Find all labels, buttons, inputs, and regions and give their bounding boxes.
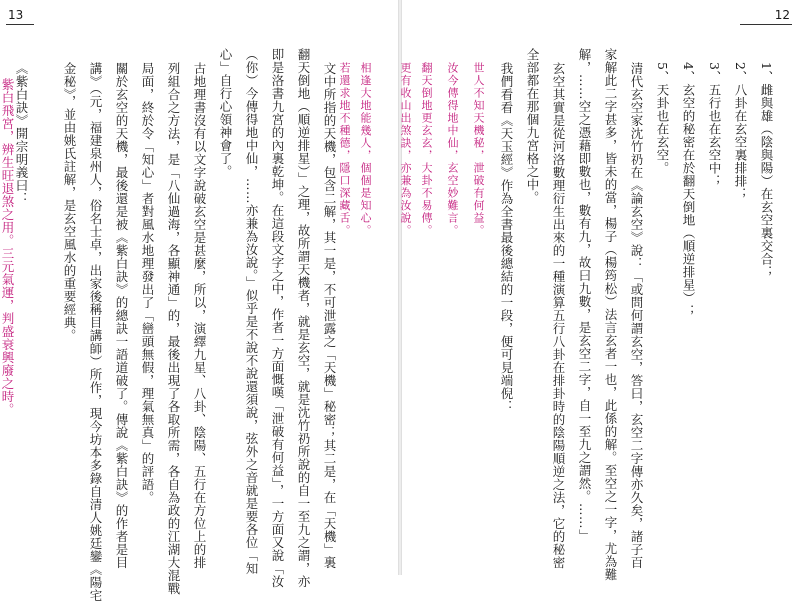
verse-line: 相逢大地能幾人，個個是知心。 [359,62,372,237]
text-column: 列組合之方法，是「八仙過海，各顯神通」的，最後出現了各取所需，各自為政的江湖大混戰 [166,62,181,595]
text-column: 我們看看《天玉經》作為全書最後總結的一段，便可見端倪： [499,62,514,413]
text-column: 局面，終於令「知心」者對風水地理發出了「巒頭無假，理氣無真」的評語。 [140,62,155,504]
text-column: 2、八卦在玄空裏排排； [733,62,748,201]
verse-line: 更有收山出煞訣，亦兼為汝說。 [399,62,412,237]
text-column: 玄空其實是從河洛數理衍生出來的一種演算五行八卦在排卦時的陰陽順逆之法，它的秘密 [551,62,566,569]
text-column: 文中所指的天機，包含二解，其一是，不可泄露之「天機」秘密；其二是，在「天機」裏 [322,62,337,569]
text-column: 全部都在那個九宮格之中。 [525,48,540,204]
page-number: 13 [8,8,24,22]
header-rule [740,24,792,25]
text-column: 解，……空之憑藉即數也，數有九，故曰九數，是玄空二字，自一至九之謂然。……」 [577,48,592,542]
header-rule [6,24,34,25]
verse-line: 汝今傳得地中仙，玄空妙難言。 [446,62,459,237]
text-column: 即是洛書九宮的內裏乾坤。在這段文字之中，作者一方面慨嘆「泄破有何益」，一方面又說「汝 [270,48,285,588]
text-column: 古地理書沒有以文字說破玄空是甚麼，所以，演繹九星、八卦、陰陽、五行在方位上的排 [192,62,207,569]
text-column: 紫白飛宮，辨生旺退煞之用。三元氣運，判盛衰興廢之時。 [0,78,15,416]
text-column: 金秘》，並由姚氏註解，是玄空風水的重要經典。 [62,62,77,342]
text-column: 關於玄空的天機，最後還是被《紫白訣》的總訣一語道破了。傳說《紫白訣》的作者是目 [114,62,129,569]
text-column: 1、雌與雄（陰與陽）在玄空裏交合； [759,62,774,279]
text-column: 《紫白訣》開宗明義曰： [14,62,29,205]
text-column: 家解此二字甚多，皆未的當，楊子（楊筠松）法言玄者一也，此係的解。至空之一字，尤為難 [603,48,618,581]
page-number: 12 [774,8,790,22]
verse-line: 世人不知天機秘，泄破有何益。 [472,62,485,237]
text-column: 心」自行心領神會了。 [218,48,233,178]
verse-line: 若還求地不種德，隱口深藏舌。 [338,62,351,237]
text-column: 翻天倒地（順逆排星）」之理，故所謂天機者，就是玄空，就是沈竹礽所說的自一至九之謂，亦 [296,48,311,588]
verse-line: 翻天倒地更玄玄，大卦不易傳。 [420,62,433,237]
text-column: 4、玄空的秘密在於翻天倒地（順逆排星）； [681,62,696,318]
text-column: 清代玄空家沈竹礽在《論玄空》說：「或問何謂玄空，答曰，玄空二字傳亦久矣，諸子百 [629,62,644,569]
text-column: 3、五行也在玄空中； [707,62,722,188]
text-column: 5、天卦也在玄空。 [655,62,670,175]
text-column: 講》（元，福建泉州人，俗名士卓，出家後稱目講師）所作，現今坊本多錄自清人姚廷鑾《陽宅 [88,62,103,602]
text-column: （你）今傳得地中仙，……亦兼為汝說。」似乎是不說不說還須說，弦外之音就是要各位「知 [244,48,259,575]
